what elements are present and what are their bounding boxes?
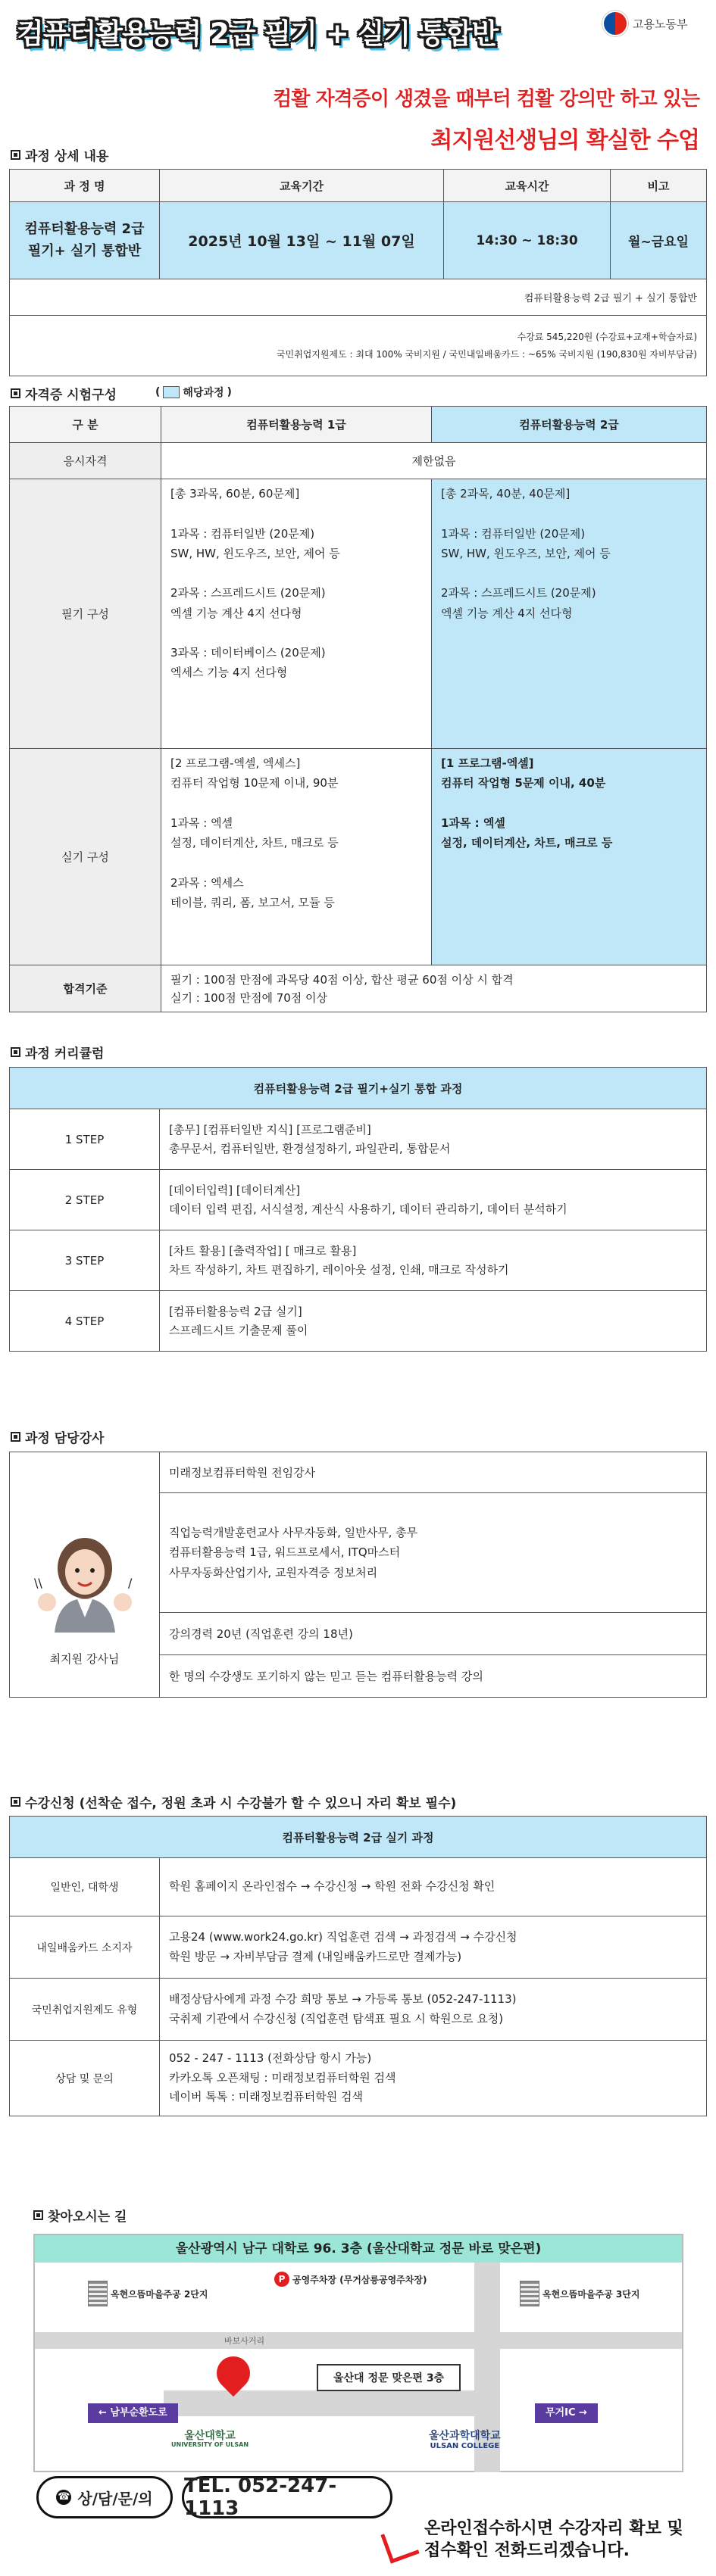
square-bullet-icon bbox=[11, 150, 20, 160]
course-heading: 과정 상세 내용 bbox=[11, 145, 108, 164]
exam-col1: 컴퓨터활용능력 1급 bbox=[161, 407, 432, 443]
tagline-1: 컴활 자격증이 생겼을 때부터 컴활 강의만 하고 있는 bbox=[273, 88, 699, 111]
reg-label: 일반인, 대학생 bbox=[10, 1858, 160, 1916]
col-period: 교육기간 bbox=[160, 170, 444, 202]
course-time: 14:30 ~ 18:30 bbox=[444, 202, 611, 279]
reg-label: 내일배움카드 소지자 bbox=[10, 1916, 160, 1979]
col-note: 비고 bbox=[611, 170, 707, 202]
pass-value: 필기 : 100점 만점에 과목당 40점 이상, 합산 평균 60점 이상 시 합격 실기 : 100점 만점에 70점 이상 bbox=[161, 965, 707, 1012]
square-bullet-icon bbox=[11, 1797, 20, 1807]
reg-label: 상담 및 문의 bbox=[10, 2041, 160, 2116]
course-table bbox=[9, 169, 707, 376]
square-bullet-icon bbox=[11, 1047, 20, 1057]
qual-value: 제한없음 bbox=[161, 443, 707, 479]
practical-label: 실기 구성 bbox=[10, 749, 161, 965]
building-right: 옥현으뜸마을주공 3단지 bbox=[520, 2281, 639, 2306]
registration-heading: 수강신청 (선착순 접수, 정원 초과 시 수강불가 할 수 있으니 자리 확보 필수) bbox=[11, 1792, 456, 1811]
reg-text: 고용24 (www.work24.go.kr) 직업훈련 검색 → 과정검색 → 수강신청 학원 방문 → 자비부담금 결제 (내일배움카드로만 결제가능) bbox=[160, 1916, 707, 1979]
course-name: 컴퓨터활용능력 2급 필기+ 실기 통합반 bbox=[10, 202, 160, 279]
road bbox=[164, 2390, 497, 2416]
curriculum-title: 컴퓨터활용능력 2급 필기+실기 통합 과정 bbox=[10, 1068, 707, 1109]
curriculum-heading: 과정 커리큘럼 bbox=[11, 1043, 104, 1062]
reg-label: 국민취업지원제도 유형 bbox=[10, 1979, 160, 2041]
map-callout: 울산대 정문 맞은편 3층 bbox=[317, 2364, 461, 2391]
step-text: [컴퓨터활용능력 2급 실기] 스프레드시트 기출문제 풀이 bbox=[160, 1291, 707, 1352]
col-course-name: 과 정 명 bbox=[10, 170, 160, 202]
svg-text:\\: \\ bbox=[33, 1576, 42, 1590]
instructor-row4: 한 명의 수강생도 포기하지 않는 믿고 듣는 컴퓨터활용능력 강의 bbox=[160, 1655, 707, 1698]
contact-message: 온라인접수하시면 수강자리 확보 및 접수확인 전화드리겠습니다. bbox=[424, 2519, 683, 2560]
page-title: 컴퓨터활용능력 2급 필기 + 실기 통합반 bbox=[17, 17, 499, 50]
exam-col0: 구 분 bbox=[10, 407, 161, 443]
square-bullet-icon bbox=[33, 2210, 43, 2220]
instructor-name: 최지원 강사님 bbox=[49, 1652, 120, 1666]
step-text: [총무] [컴퓨터일반 지식] [프로그램준비] 총무문서, 컴퓨터일반, 환경설정하기, 파일관리, 통합문서 bbox=[160, 1109, 707, 1170]
step-text: [데이터입력] [데이터계산] 데이터 입력 편집, 서식설정, 계산식 사용하기, 데이터 관리하기, 데이터 분석하기 bbox=[160, 1170, 707, 1230]
step-text: [차트 활용] [출력작업] [ 매크로 활용] 차트 작성하기, 차트 편집하기, 레이아웃 설정, 인쇄, 매크로 작성하기 bbox=[160, 1230, 707, 1291]
instructor-avatar bbox=[28, 1527, 142, 1633]
road bbox=[35, 2332, 682, 2349]
course-days: 월~금요일 bbox=[611, 202, 707, 279]
location-pin-icon bbox=[210, 2350, 257, 2397]
map-heading: 찾아오시는 길 bbox=[33, 2206, 127, 2225]
col-time: 교육시간 bbox=[444, 170, 611, 202]
legend-swatch bbox=[163, 386, 180, 398]
written-level2: [총 2과목, 40분, 40문제] 1과목 : 컴퓨터일반 (20문제) SW, HW, 윈도우즈, 보안, 제어 등 2과목 : 스프레드시트 (20문제) 엑셀 기능 계산 4지 선다형 bbox=[432, 479, 707, 749]
reg-text: 052 - 247 - 1113 (전화상담 항시 가능) 카카오톡 오픈채팅 : 미래정보컴퓨터학원 검색 네이버 톡톡 : 미래정보컴퓨터학원 검색 bbox=[160, 2041, 707, 2116]
exam-table bbox=[9, 406, 707, 1012]
course-period: 2025년 10월 13일 ~ 11월 07일 bbox=[160, 202, 444, 279]
step-label: 3 STEP bbox=[10, 1230, 160, 1291]
map-address: 울산광역시 남구 대학로 96. 3층 (울산대학교 정문 바로 맞은편) bbox=[35, 2235, 682, 2263]
step-label: 2 STEP bbox=[10, 1170, 160, 1230]
org-logo bbox=[602, 11, 687, 36]
reg-text: 학원 홈페이지 온라인접수 → 수강신청 → 학원 전화 수강신청 확인 bbox=[160, 1858, 707, 1916]
svg-text:/: / bbox=[127, 1576, 132, 1590]
exam-heading: 자격증 시험구성 bbox=[11, 384, 117, 403]
phone-number[interactable]: TEL. 052-247-1113 bbox=[182, 2476, 392, 2518]
location-map bbox=[33, 2234, 683, 2472]
reg-text: 배정상담사에게 과정 수강 희망 통보 → 가등록 통보 (052-247-1113) 국취제 기관에서 수강신청 (직업훈련 탐색표 필요 시 학원으로 요청) bbox=[160, 1979, 707, 2041]
instructor-row1: 미래정보컴퓨터학원 전임강사 bbox=[160, 1452, 707, 1493]
road-name: 바보사거리 bbox=[224, 2336, 265, 2346]
contact-button[interactable]: ☎ 상/담/문/의 bbox=[36, 2476, 173, 2518]
building-icon bbox=[88, 2281, 108, 2306]
instructor-heading: 과정 담당강사 bbox=[11, 1427, 104, 1446]
parking-icon: P bbox=[274, 2272, 289, 2287]
org-name: 고용노동부 bbox=[633, 17, 688, 31]
univ-ulsan: 울산대학교 UNIVERSITY OF ULSAN bbox=[171, 2430, 249, 2449]
curriculum-table bbox=[9, 1067, 707, 1352]
practical-level1: [2 프로그램-엑셀, 엑세스] 컴퓨터 작업형 10문제 이내, 90분 1과목 : 엑셀 설정, 데이터계산, 차트, 매크로 등 2과목 : 엑세스 테이블, 쿼리, 폼, 보고서, 모듈 등 bbox=[161, 749, 432, 965]
legend: ( 해당과정 ) bbox=[155, 386, 232, 399]
page-header bbox=[0, 0, 716, 154]
building-icon bbox=[520, 2281, 539, 2306]
square-bullet-icon bbox=[11, 388, 20, 398]
direction-left: ← 남부순환도로 bbox=[88, 2403, 178, 2423]
instructor-table bbox=[9, 1452, 707, 1698]
registration-table bbox=[9, 1816, 707, 2116]
exam-col2: 컴퓨터활용능력 2급 bbox=[432, 407, 707, 443]
practical-level2: [1 프로그램-엑셀] 컴퓨터 작업형 5문제 이내, 40분 1과목 : 엑셀 설정, 데이터계산, 차트, 매크로 등 bbox=[432, 749, 707, 965]
direction-right: 무거IC → bbox=[535, 2403, 598, 2423]
instructor-row3: 강의경력 20년 (직업훈련 강의 18년) bbox=[160, 1613, 707, 1655]
step-label: 4 STEP bbox=[10, 1291, 160, 1352]
course-note: 컴퓨터활용능력 2급 필기 + 실기 통합반 bbox=[10, 279, 707, 316]
course-fees: 수강료 545,220원 (수강료+교재+학습자료) 국민취업지원제도 : 최대 100% 국비지원 / 국민내일배움카드 : ~65% 국비지원 (190,830원 자비부담금) bbox=[10, 316, 707, 376]
written-label: 필기 구성 bbox=[10, 479, 161, 749]
parking: P 공영주차장 (무거삼릉공영주차장) bbox=[274, 2272, 427, 2287]
ulsan-college: 울산과학대학교 ULSAN COLLEGE bbox=[429, 2430, 501, 2451]
building-left: 옥현으뜸마을주공 2단지 bbox=[88, 2281, 208, 2306]
written-level1: [총 3과목, 60분, 60문제] 1과목 : 컴퓨터일반 (20문제) SW, HW, 윈도우즈, 보안, 제어 등 2과목 : 스프레드시트 (20문제) 엑셀 기능 계산 4지 선다형 3과목 : 데이터베이스 (20문제) 엑세스 기능 4지 선다형 bbox=[161, 479, 432, 749]
step-label: 1 STEP bbox=[10, 1109, 160, 1170]
phone-icon: ☎ bbox=[56, 2490, 71, 2505]
tagline-2: 최지원선생님의 확실한 수업 bbox=[430, 127, 699, 154]
pass-label: 합격기준 bbox=[10, 965, 161, 1012]
instructor-row2: 직업능력개발훈련교사 사무자동화, 일반사무, 총무 컴퓨터활용능력 1급, 워드프로세서, ITQ마스터 사무자동화산업기사, 교원자격증 정보처리 bbox=[160, 1493, 707, 1613]
instructor-photo-cell bbox=[10, 1452, 160, 1698]
qual-label: 응시자격 bbox=[10, 443, 161, 479]
taegeuk-icon bbox=[602, 11, 628, 36]
arrow-icon bbox=[380, 2525, 419, 2563]
registration-title: 컴퓨터활용능력 2급 실기 과정 bbox=[10, 1817, 707, 1858]
square-bullet-icon bbox=[11, 1432, 20, 1442]
